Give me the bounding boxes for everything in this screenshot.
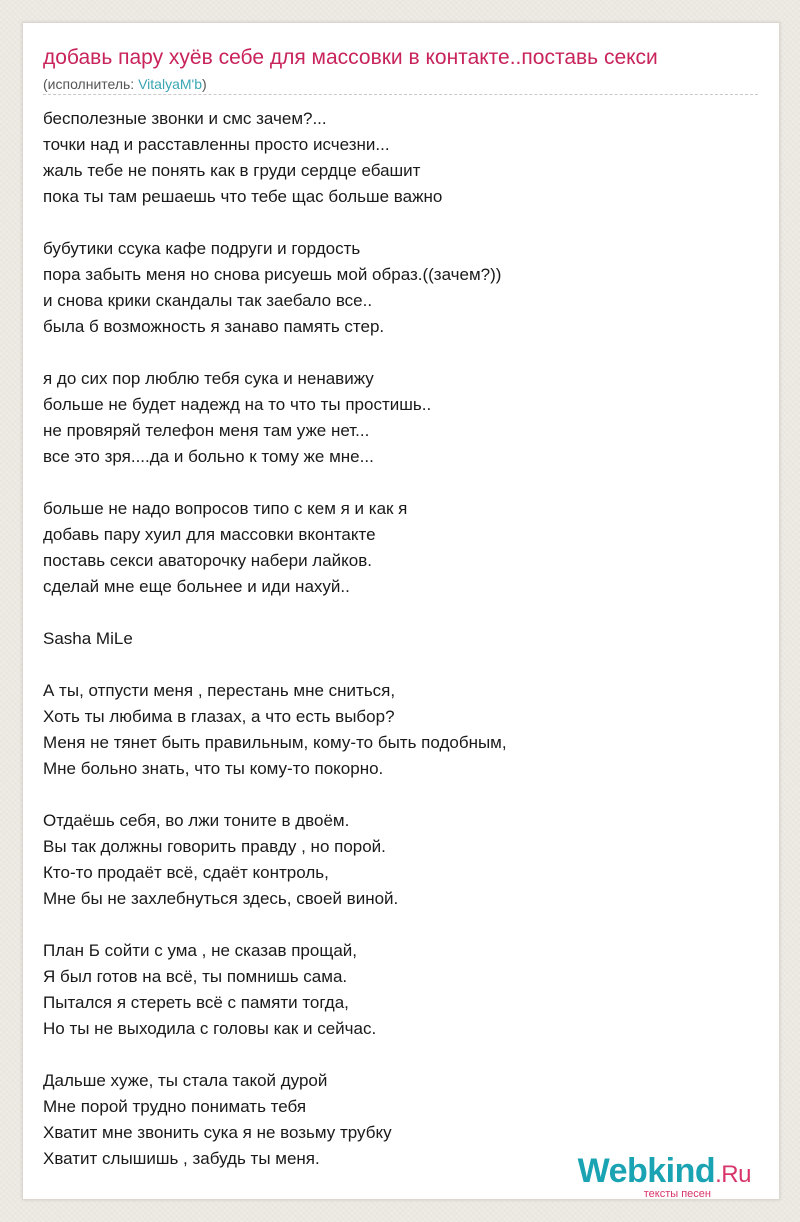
lyrics-line: все это зря....да и больно к тому же мне... xyxy=(43,447,374,466)
artist-link[interactable]: VitalyaM'b xyxy=(138,76,202,92)
logo-tagline: тексты песен xyxy=(643,1188,711,1200)
lyrics-line: План Б сойти с ума , не сказав прощай, xyxy=(43,941,357,960)
artist-prefix: (исполнитель: xyxy=(43,76,139,92)
lyrics-stanza xyxy=(43,106,758,210)
lyrics-line: Вы так должны говорить правду , но порой. xyxy=(43,837,386,856)
lyrics-line: добавь пару хуил для массовки вконтакте xyxy=(43,525,376,544)
lyrics-stanza xyxy=(43,626,758,652)
lyrics-line: не провяряй телефон меня там уже нет... xyxy=(43,421,370,440)
lyrics-line: бубутики ссука кафе подруги и гордость xyxy=(43,239,361,258)
lyrics-line: Мне порой трудно понимать тебя xyxy=(43,1097,307,1116)
lyrics-line: пока ты там решаешь что тебе щас больше важно xyxy=(43,187,443,206)
site-logo[interactable] xyxy=(578,1153,751,1200)
lyrics-line: Мне бы не захлебнуться здесь, своей виной. xyxy=(43,889,399,908)
lyrics-stanza xyxy=(43,938,758,1042)
artist-suffix: ) xyxy=(201,76,207,92)
lyrics-line: больше не надо вопросов типо с кем я и как я xyxy=(43,499,408,518)
lyrics-stanza xyxy=(43,808,758,912)
lyrics-line: Меня не тянет быть правильным, кому-то быть подобным, xyxy=(43,733,507,752)
lyrics-line: больше не будет надежд на то что ты простишь.. xyxy=(43,395,432,414)
lyrics-line: Отдаёшь себя, во лжи тоните в двоём. xyxy=(43,811,350,830)
logo-tld: .Ru xyxy=(715,1161,751,1188)
lyrics-line: Я был готов на всё, ты помнишь сама. xyxy=(43,967,348,986)
lyrics-line: поставь секси аваторочку набери лайков. xyxy=(43,551,373,570)
lyrics-line: я до сих пор люблю тебя сука и ненавижу xyxy=(43,369,374,388)
lyrics-text xyxy=(43,106,758,1198)
lyrics-line: Мне больно знать, что ты кому-то покорно. xyxy=(43,759,384,778)
lyrics-line: Но ты не выходила с головы как и сейчас. xyxy=(43,1019,377,1038)
lyrics-line: и снова крики скандалы так заебало все.. xyxy=(43,291,373,310)
lyrics-line: Хоть ты любима в глазах, а что есть выбор? xyxy=(43,707,395,726)
lyrics-page xyxy=(22,22,780,1200)
lyrics-line: была б возможность я занаво память стер. xyxy=(43,317,385,336)
lyrics-line: Хватит мне звонить сука я не возьму трубку xyxy=(43,1123,392,1142)
lyrics-line: Sasha MiLe xyxy=(43,629,133,648)
lyrics-line: Пытался я стереть всё с памяти тогда, xyxy=(43,993,349,1012)
lyrics-line: точки над и расставленны просто исчезни... xyxy=(43,135,390,154)
lyrics-line: Дальше хуже, ты стала такой дурой xyxy=(43,1071,328,1090)
lyrics-line: бесполезные звонки и смс зачем?... xyxy=(43,109,327,128)
lyrics-stanza xyxy=(43,366,758,470)
logo-name: Webkind xyxy=(577,1152,716,1190)
lyrics-line: жаль тебе не понять как в груди сердце ебашит xyxy=(43,161,421,180)
artist-line xyxy=(43,75,207,93)
lyrics-line: сделай мне еще больнее и иди нахуй.. xyxy=(43,577,350,596)
lyrics-stanza xyxy=(43,678,758,782)
logo-wordmark xyxy=(578,1153,751,1193)
lyrics-stanza xyxy=(43,236,758,340)
lyrics-line: А ты, отпусти меня , перестань мне сниться, xyxy=(43,681,396,700)
lyrics-line: пора забыть меня но снова рисуешь мой образ.((зачем?)) xyxy=(43,265,502,284)
lyrics-stanza xyxy=(43,496,758,600)
song-title: добавь пару хуёв себе для массовки в контакте..поставь секси xyxy=(43,46,658,69)
lyrics-line: Хватит слышишь , забудь ты меня. xyxy=(43,1149,320,1168)
title-divider xyxy=(43,94,758,95)
lyrics-line: Кто-то продаёт всё, сдаёт контроль, xyxy=(43,863,329,882)
